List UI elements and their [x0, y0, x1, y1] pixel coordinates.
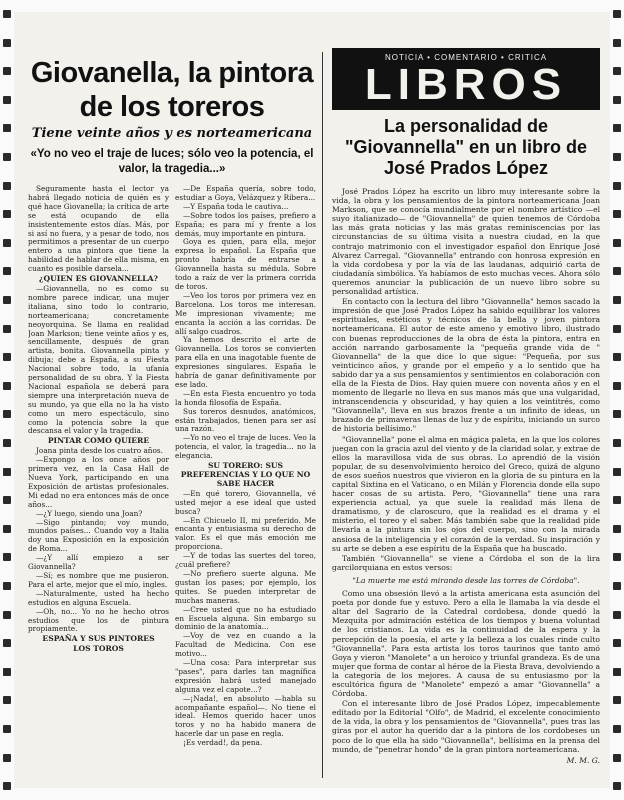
review-body — [332, 187, 600, 765]
column-paragraph: —Oh, no... Yo no he hecho otros estudios que los de pintura propiamente. — [28, 606, 169, 634]
sprocket-hole — [3, 668, 11, 676]
sprocket-hole — [613, 782, 621, 790]
sprocket-hole — [3, 96, 11, 104]
masthead-kicker: NOTICIA • COMENTARIO • CRITICA — [384, 53, 548, 62]
sprocket-hole — [613, 582, 621, 590]
sprocket-holes-left — [0, 0, 14, 800]
column-paragraph: —Veo los toros por primera vez en Barcelona. Los toros me interesan. Me impresionan vivamente; me encanta la acción a las corridas. De allí salgo cuadros. — [175, 290, 316, 336]
pull-quote: «Yo no veo el traje de luces; sólo veo la potencia, el valor, la tragedia...» — [30, 148, 314, 175]
sprocket-hole — [3, 153, 11, 161]
sprocket-hole — [613, 410, 621, 418]
review-signature: M. M. G. — [566, 755, 600, 765]
sprocket-hole — [613, 525, 621, 533]
column-paragraph: —En esta Fiesta encuentro yo toda la honda filosofía de España. — [175, 388, 316, 407]
sprocket-hole — [613, 725, 621, 733]
sprocket-hole — [3, 10, 11, 18]
libros-masthead — [332, 48, 600, 110]
column-paragraph: ¡Es verdad!, da pena. — [183, 738, 263, 748]
sprocket-hole — [613, 696, 621, 704]
sprocket-hole — [613, 67, 621, 75]
sprocket-hole — [3, 182, 11, 190]
sprocket-hole — [613, 325, 621, 333]
column-paragraph: —Sobre todos los países, prefiero a España; es para mí y frente a los demás, muy importante en pintura. — [175, 210, 316, 238]
article-columns — [28, 185, 316, 748]
sprocket-hole — [613, 468, 621, 476]
sprocket-hole — [3, 239, 11, 247]
article-subhead: Tiene veinte años y es norteamericana — [31, 126, 313, 141]
sprocket-hole — [3, 410, 11, 418]
sprocket-hole — [3, 296, 11, 304]
review-headline: La personalidad de "Giovannella" en un libro de José Prados López — [344, 116, 588, 178]
column-paragraph: —¿Y allí empiezo a ser Giovannella? — [28, 553, 169, 572]
review-paragraph: "Giovannella" pone el alma en mágica paleta, en la que los colores juegan con la gracia azul del viento y de la claridad solar, y extrae de ellos la maravillosa vida de sus obras. Lo aprendió de la visión popular, de su desenvolvimiento heroico del Greco, quizá de alguno de esos sueños nuestros que vivieron en la gloria de su pintura en la capital Sixtina en el Vaticano, o en Milán y Florencia donde ella supo hacer cosas de su artista. Pero, "Giovannella" tiene una rara experiencia actual, ya que suele la realidad más llena de dramatismo, y de claroscuro, que la realidad es el drama y el misterio, el toreo y el saber. Más también sabe que la realidad pide llevarla a la pintura sin los ojos del cuerpo, sino con la mirada ansiosa de la inteligencia y el corazón de la verdad. Su inspiración y su arte se deben a ese espíritu de la España que ha buscado. — [332, 434, 600, 553]
column-paragraph: —Yo no veo el traje de luces. Veo la potencia, el valor, la tragedia... no la elegancia. — [175, 433, 316, 461]
column-divider — [322, 52, 323, 778]
sprocket-hole — [3, 124, 11, 132]
column-paragraph: Joana pinta desde los cuatro años. — [36, 446, 163, 456]
review-epigraph: "La muerte me está mirando desde las torres de Córdoba". — [352, 575, 580, 585]
article-libros-review — [332, 48, 600, 778]
sprocket-hole — [613, 239, 621, 247]
review-paragraph: También "Giovannella" se viene a Córdoba el son de la lira garcilorquiana en estos versos: — [332, 553, 600, 572]
article-headline — [28, 56, 316, 124]
column-paragraph: Goya es quien, para ella, mejor expresa lo español. La España que pronto habría de entrarse a Giovannella hasta su médula. Sobre todo a raíz de ver la primera corrida de toros. — [175, 237, 316, 291]
sprocket-hole — [613, 182, 621, 190]
masthead-title: LIBROS — [364, 60, 568, 109]
sprocket-hole — [613, 96, 621, 104]
headline-line-2: de los toreros — [79, 91, 265, 123]
sprocket-hole — [3, 553, 11, 561]
section-heading: ESPAÑA Y SUS PINTORES — [42, 634, 155, 644]
column-paragraph: Sus toreros desnudos, anatómicos, están trabajados, tienen para ser así una razón. — [175, 406, 316, 434]
sprocket-hole — [613, 210, 621, 218]
article-giovanella-interview — [28, 56, 316, 776]
sprocket-hole — [3, 325, 11, 333]
column-paragraph: —Voy de vez en cuando a la Facultad de Medicina. Con ese motivo... — [175, 631, 316, 659]
sprocket-hole — [613, 668, 621, 676]
column-paragraph: —¿Y luego, siendo una Joan? — [36, 508, 143, 518]
sprocket-hole — [613, 10, 621, 18]
section-heading: PINTAR COMO QUIERE — [47, 436, 150, 446]
sprocket-hole — [613, 639, 621, 647]
sprocket-hole — [3, 525, 11, 533]
column-paragraph: —En Chicuelo II, mi preferido. Me encanta y entusiasma su derecho de valor. Es el que más emoción me proporciona. — [175, 515, 316, 552]
sprocket-hole — [613, 611, 621, 619]
sprocket-hole — [613, 124, 621, 132]
sprocket-hole — [3, 496, 11, 504]
sprocket-holes-right — [610, 0, 624, 800]
sprocket-hole — [3, 267, 11, 275]
sprocket-hole — [3, 782, 11, 790]
section-heading: SU TORERO: SUS PREFERENCIAS Y LO QUE NO SABE HACER — [180, 461, 311, 488]
sprocket-hole — [3, 611, 11, 619]
sprocket-hole — [3, 754, 11, 762]
sprocket-hole — [613, 153, 621, 161]
sprocket-hole — [3, 582, 11, 590]
text-column-2 — [175, 185, 316, 748]
column-paragraph: —Expongo a los once años por primera vez, en la Casa Hall de Nueva York, participando en una Exposición de artistas profesionales. Mi edad no era entonces más de once años... — [28, 455, 169, 509]
section-heading: LOS TOROS — [73, 644, 124, 654]
sprocket-hole — [3, 468, 11, 476]
column-paragraph: —No prefiero suerte alguna. Me gustan los pases; por ejemplo, los quites. Se pueden interpretar de muchas maneras. — [175, 568, 316, 605]
column-paragraph: —¡Nada!, en absoluto —habla su acompañante español—. No tiene el ideal. Hemos querido hacer unos toros y no ha habido manera de hacerle dar un pase en regla. — [175, 693, 316, 739]
column-paragraph: —Cree usted que no ha estudiado en Escuela alguna. Sin embargo su dominio de la anatomía... — [175, 604, 316, 632]
sprocket-hole — [3, 696, 11, 704]
sprocket-hole — [613, 553, 621, 561]
sprocket-hole — [613, 353, 621, 361]
sprocket-hole — [613, 39, 621, 47]
column-paragraph: —De España quería, sobre todo, estudiar a Goya, Velázquez y Ribera... — [175, 184, 316, 202]
column-paragraph: —Una cosa: Para interpretar sus "pases", para darles tan magnífica expresión habrá usted manejado alguna vez el capote...? — [175, 658, 316, 694]
column-paragraph: Ya hemos descrito el arte de Giovannella. Los toros se convierten para ella en una inagotable fuente de expresiones singulares. España le habría de ganar definitivamente por ese lado. — [175, 335, 316, 389]
column-paragraph: —Y de todas las suertes del toreo, ¿cuál prefiere? — [175, 551, 316, 570]
sprocket-hole — [613, 496, 621, 504]
review-paragraph: Como una obsesión llevó a la artista americana esta asunción del poeta por donde fue y estuvo. Pero a ella le llamaba la vía desde el altar del Sagrario de la Catedral cordobesa, donde quedó la Mezquita por admiración estética de los tiempos y buena voluntad de los cristianos. La vida es la continuidad de la espera y la percepción de la poesía, el arte y la belleza a los cuales rinde culto "Giovannella". Para esta artista los toros taurinos que tanto amó Goya y vieron "Manolete" a un heroico y triunfal grandeza. Es de una mujer que forma de contar al héroe de la Fiesta Brava, devolviendo a la categoría de los mejores. A causa de su entusiasmo por la escultórica figura de "Manolete" empezó a amar "Giovannella" a Córdoba. — [332, 589, 600, 699]
sprocket-hole — [3, 39, 11, 47]
sprocket-hole — [613, 267, 621, 275]
column-paragraph: —Y España toda le cautiva... — [183, 201, 289, 211]
section-heading: ¿QUIEN ES GIOVANNELLA? — [39, 274, 158, 284]
sprocket-hole — [3, 382, 11, 390]
sprocket-hole — [3, 725, 11, 733]
column-paragraph: Seguramente hasta el lector ya habrá llegado noticia de quién es y qué hace Giovanella; la crítica de arte se está ocupando de ella insistentemente estos días. Más, por si así no fuera, y a pesar de todo, nos permitimos a presentar de un cuerpo entero a una pintora que tiene la habilidad de hablar de ella misma, en cuanto es posible darsela... — [28, 184, 169, 274]
review-paragraph: Con el interesante libro de José Prados López, impecablemente editado por la Editorial "Olfo", de Madrid, el excelente conocimiento de la vida, la obra y los pensamientos de "Giovannella", pues tras las giras por el autor ha querido dar a la pintora de los cordobeses un poco de lo que ella ha sido "Giovannella", bellísima en la prensa del mundo, de "penetrar hondo" de la gran pintora norteamericana. — [332, 699, 600, 754]
column-paragraph: —Sigo pintando; voy mundo, mundos países... Cuando voy a Italia doy una Exposición en la exposición de Roma... — [28, 517, 169, 554]
sprocket-hole — [613, 439, 621, 447]
review-paragraph: José Prados López ha escrito un libro muy interesante sobre la vida, la obra y los pensamientos de la pintora norteamericana Joan Markson, que se conocía mundialmente por el nombre artístico —el suyo italianizado— de "Giovannella" de quien tenemos de Córdoba las más grata noticias y las más gratas reminiscencias por las circunstancias de su última visita a nuestra ciudad, en la que contrajo matrimonio con el investigador español don Enrique José Alvarez Carregal. "Giovannella" entrando con honrosa expresión en la vida cordobesa y por la vía de las laudanas, adquirió carta de ciudadanía simbólica. Ya habíamos de esto muchas veces. Ahora sólo queremos anunciar la publicación de un nuevo libro sobre su personalidad artística. — [332, 187, 600, 297]
column-paragraph: —Naturalmente, usted ha hecho estudios en alguna Escuela. — [28, 588, 169, 607]
sprocket-hole — [613, 754, 621, 762]
sprocket-hole — [613, 382, 621, 390]
text-column-1 — [28, 185, 169, 748]
sprocket-hole — [3, 639, 11, 647]
headline-line-1: Giovanella, la pintora — [30, 57, 314, 89]
column-paragraph: —Giovannella, no es como su nombre parece indicar, una mujer italiana, sino todo lo contrario, norteamericana; concretamente neoyorquina. Se llama en realidad Joan Markson; tiene veinte años y es, sencillamente, después de gran artista, bonita. Giovannella pinta y dibuja; debe a España, a su Fiesta Nacional sobre todo, la ufanía personalidad de su obra. Y la Fiesta Nacional española se deberá para siempre una interpretación nueva de su mundo, ya que ella no la ha visto como un mero espectáculo, sino como la potencia sobre la que descansa el valor y la tragedia. — [28, 283, 169, 436]
newspaper-page — [14, 12, 610, 788]
column-paragraph: —En qué torero, Giovannella, vé usted mejor a ese ideal que usted busca? — [175, 488, 316, 516]
sprocket-hole — [3, 353, 11, 361]
review-paragraph: En contacto con la lectura del libro "Giovannella" hemos sacado la impresión de que José Prados López ha sabido equilibrar los valores espirituales, estéticos y técnicos de la bella y joven pintora norteamericana. El autor de este ameno y emotivo libro, ilustrado con buenas reproducciones de la obra de ésta la pintora, entra en acción narrando garbosamente la "pequeña grande vida de " Giovannella" de la que dice lo que sigue: "Pequeña, por sus veinticinco años, y grande por el empeño y a lo sentido que ha sabido dar ya a sus pensamientos y sentimientos en colaboración con ella de la Fiesta de Dios. Hay quien muere con noventa años y en el momento de llegarle no lleva en sus manos más que una vulgaridad, intranscendencia y obscuridad, y hay quien a los veintitrés, como "Giovannella", lleva en sus brazos frente a un infinito de ideas, un brazado de primaveras llenas de luz y de espíritu, iniciando un surco de historia bellísimo." — [332, 297, 600, 434]
sprocket-hole — [3, 439, 11, 447]
sprocket-hole — [3, 67, 11, 75]
sprocket-hole — [613, 296, 621, 304]
sprocket-hole — [3, 210, 11, 218]
column-paragraph: —Sí; es nombre que me pusieron. Para el arte, mejor que el mío, ingles. — [28, 570, 169, 589]
